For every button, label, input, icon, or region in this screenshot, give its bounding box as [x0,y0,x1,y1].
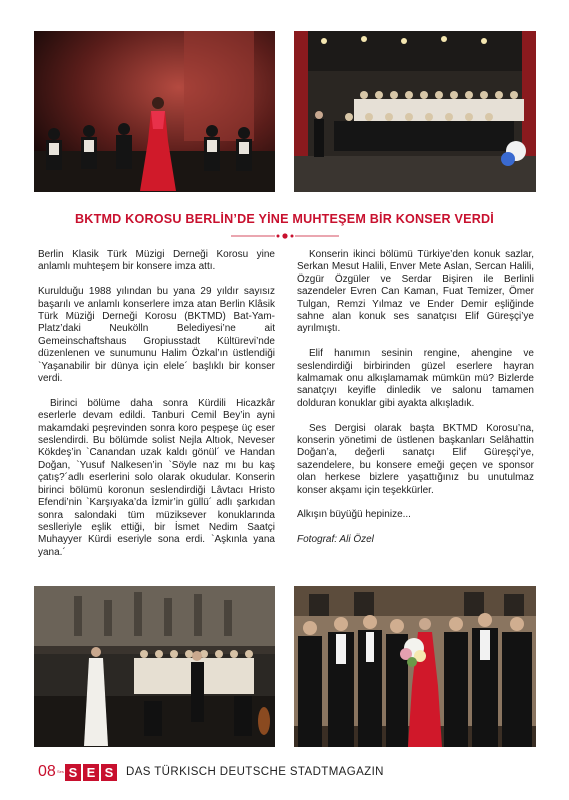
photo-choir-icon [294,31,536,192]
photo-group-with-flowers [294,586,536,747]
paragraph: Alkışın büyüğü hepinize... [297,509,411,521]
photo-singer-red-dress-icon [34,31,275,192]
article-right-column [297,249,534,559]
page-number: 08 [38,763,56,780]
paragraph: Berlin Klasik Türk Müzigi Derneği Korosu yine anlamlı muhteşem bir konsere imza attı. [38,249,275,273]
photo-choir-on-stage [294,31,536,192]
paragraph: Ses Dergisi olarak başta BKTMD Korosu’na, konserin yönetimi de üstlenen başkanları Selâhattin Doğan’a, değerli sanatçı Elif Güreşçi’ye, sazendelere, bu konsere emeği geçen ve sponsor olan herkese bizlere yaşattığınız bu unutulmaz konser akşamı için teşekkürler. [297,422,534,496]
paragraph: Birinci bölüme daha sonra Kürdili Hicazkâr eserlerle devam edildi. Tanburi Cemil Bey’in ayni makamdaki peşrevinden sonra koro peşpeşe üç eser seslendirdi. Bu bölümde solist Nejla Altıok, Neveser Kökdeş’in `Canandan uzak kaldı gönül´ ve Handan Doğan, `Yusuf Nalkesen’in `Söyle naz mı bu kaş çatış?´adlı eserlerini solo olarak okudular. Konserin birinci bölümü koronun seslendirdiği Lâvtacı Hristo Efendi’nin `Karşıyaka’da İzmir’in güllü´ adlı şarkıdan sonra salondaki tüm müziksever konuklarında seslleriyle eşlik ettiği, bir İsmet Nedim Saatçi Muhayyer Kürdi eseriyle sona erdi. `Aşkınla yana yana.´ [38,397,275,558]
paragraph: Kurulduğu 1988 yılından bu yana 29 yıldır sayısız başarılı ve anlamlı konserlere imza atan Berlin Klâsik Türk Müziği Derneği Korosu (BKTMD) Bat-Yam-Platz’daki Neukölln Belediyesi’ne ait Gemeinschaftshaus Gropiusstadt Kültürevi’nde düzenlenen ve sunumunu Halim Özkal’ın üstlendiği `Yaşanabilir bir dünya için elele´ başlıklı bir konser verdi. [38,286,275,385]
svg-text:S: S [104,765,114,780]
article-title: BKTMD KOROSU BERLİN’DE YİNE MUHTEŞEM BİR KONSER VERDİ [75,212,494,227]
paragraph: Konserin ikinci bölümü Türkiye’den konuk sazlar, Serkan Mesut Halili, Enver Mete Aslan, Sercan Halili, Özgür Özgüler ve Serdar Bişiren ile Berlinli sazendeler Evren Can Kaman, Fuat Temizer, Ömer Tulgan, Remzi Yılmaz ve Ender Demir eşliğinde sahne alan konuk ses sanatçısı Elif Güreşçi’ye ayrılmıştı. [297,249,534,335]
svg-text:E: E [86,765,96,780]
ses-logo-icon [65,764,117,781]
photo-credit: Fotograf: Ali Özel [297,534,374,546]
photo-soloist-icon [34,586,275,747]
photo-group-icon [294,586,536,747]
svg-text:S: S [68,765,78,780]
title-divider-ornament [231,232,339,240]
photo-soloist-with-choir [34,586,275,747]
photo-singer-red-dress [34,31,275,192]
small-ses-label: Ses [57,769,64,774]
article-left-column [38,249,275,559]
paragraph: Elif hanımın sesinin rengine, ahengine ve seslendirdiği birbirinden güzel eserlere hayran kalmamak onu alkışlamamak mümkün mü? Bizlerde sanatçıyı keyifle dinledik ve salonu tamamen dolduran konuklar gibi ayakta alkışladık. [297,348,534,409]
magazine-name: DAS TÜRKISCH DEUTSCHE STADTMAGAZIN [126,766,384,778]
